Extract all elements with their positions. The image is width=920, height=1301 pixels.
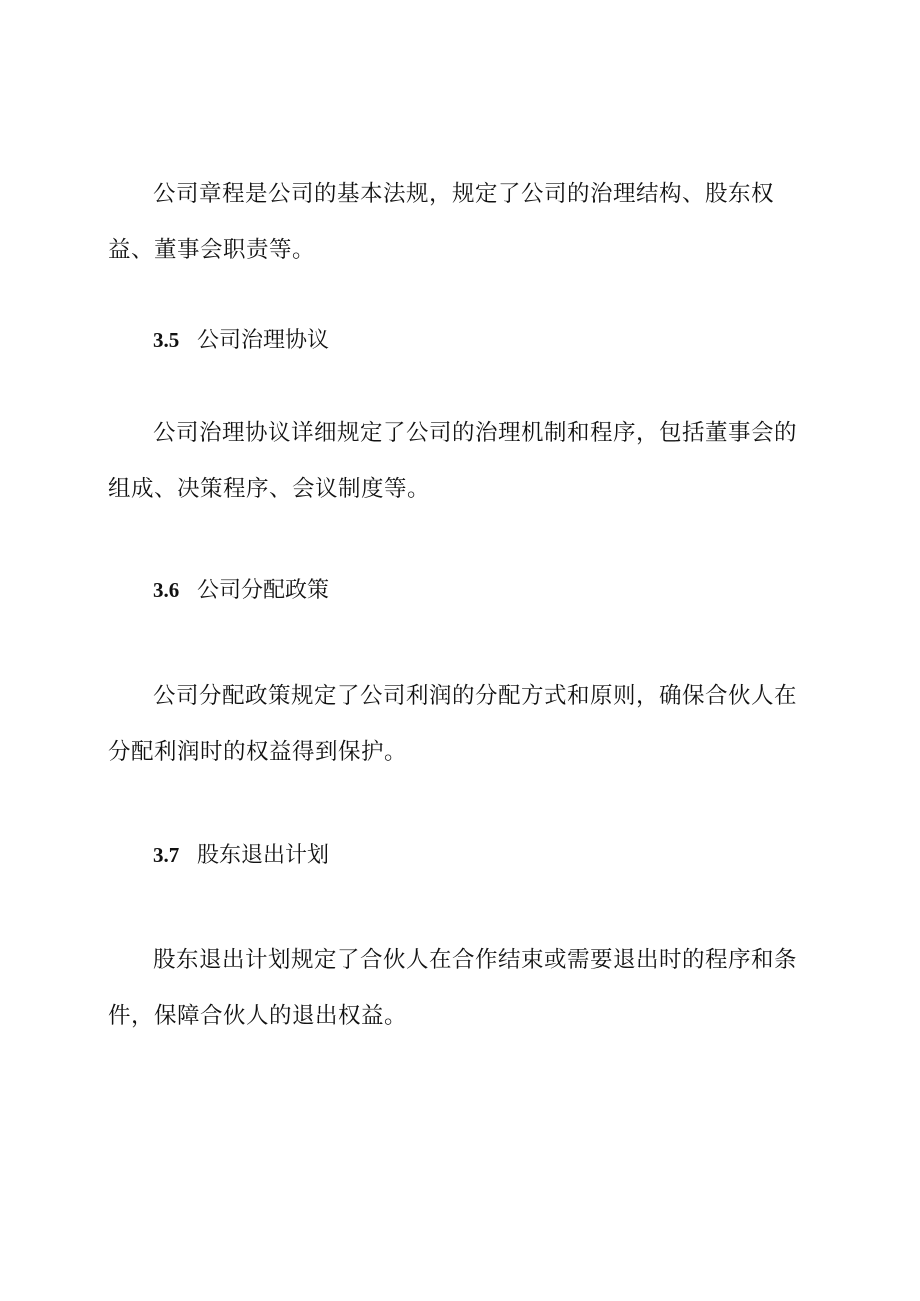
- paragraph-company-charter: 公司章程是公司的基本法规，规定了公司的治理结构、股东权益、董事会职责等。: [108, 181, 775, 263]
- section-number: 3.6: [153, 578, 180, 602]
- paragraph-shareholder-exit-plan: 股东退出计划规定了合伙人在合作结束或需要退出时的程序和条件，保障合伙人的退出权益。: [108, 947, 798, 1029]
- section-title: 公司治理协议: [197, 328, 330, 353]
- section-heading-3-6: [153, 575, 329, 606]
- paragraph-governance-agreement: 公司治理协议详细规定了公司的治理机制和程序，包括董事会的组成、决策程序、会议制度等。: [108, 420, 798, 502]
- section-title: 股东退出计划: [197, 843, 330, 868]
- section-heading-3-5: [153, 325, 329, 356]
- section-heading-3-7: [153, 840, 329, 871]
- section-title: 公司分配政策: [197, 578, 330, 603]
- section-number: 3.7: [153, 843, 180, 867]
- paragraph-distribution-policy: 公司分配政策规定了公司利润的分配方式和原则，确保合伙人在分配利润时的权益得到保护。: [108, 683, 798, 765]
- section-number: 3.5: [153, 328, 180, 352]
